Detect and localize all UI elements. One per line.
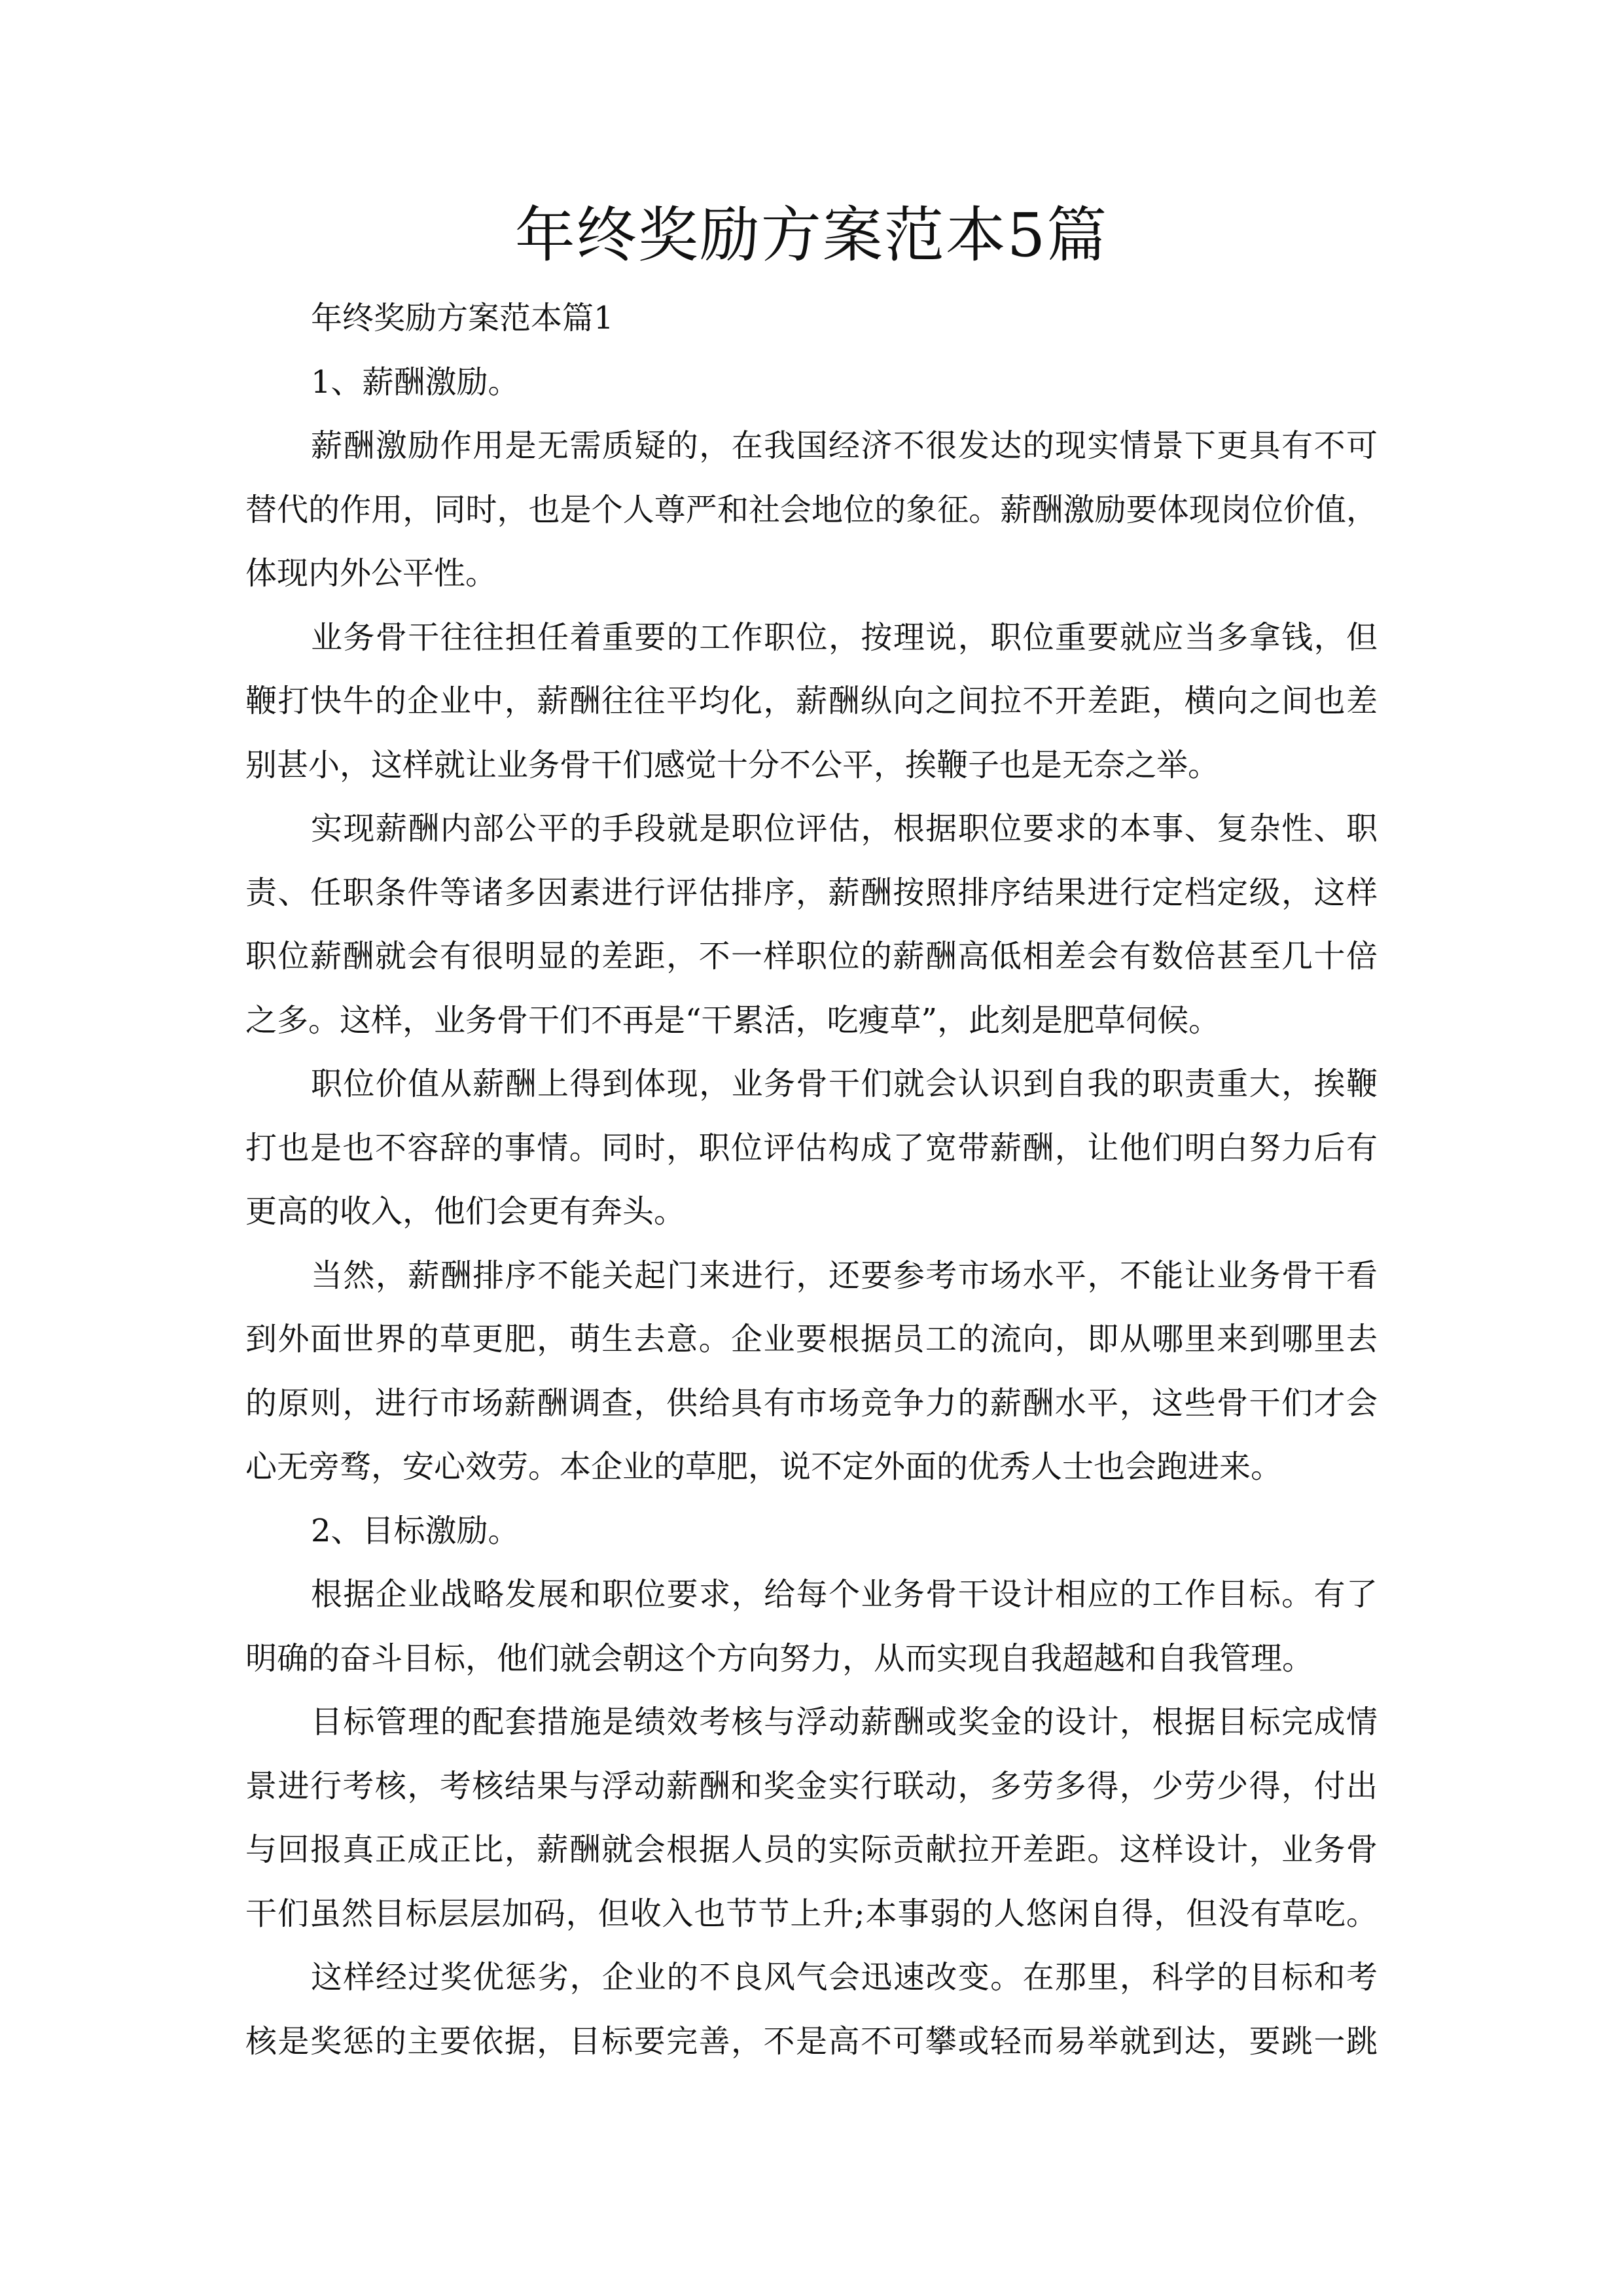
paragraph [245, 1052, 1378, 1244]
text-line: 更高的收入，他们会更有奔头。 [245, 1193, 686, 1230]
paragraph [245, 1563, 1378, 1691]
text-line: 核是奖惩的主要依据，目标要完善，不是高不可攀或轻而易举就到达，要跳一跳 [245, 2022, 1378, 2060]
section-heading [245, 287, 1378, 351]
paragraph [245, 1691, 1378, 1946]
text-line: 体现内外公平性。 [245, 555, 497, 592]
text-line: 替代的作用，同时，也是个人尊严和社会地位的象征。薪酬激励要体现岗位价值， [245, 491, 1378, 528]
text-line: 干们虽然目标层层加码，但收入也节节上升;本事弱的人悠闲自得，但没有草吃。 [245, 1895, 1378, 1932]
paragraph-1-heading [245, 351, 1378, 415]
text-line: 2、目标激励。 [311, 1512, 520, 1549]
text-line: 职位价值从薪酬上得到体现，业务骨干们就会认识到自我的职责重大，挨鞭 [311, 1066, 1378, 1102]
text-line: 当然，薪酬排序不能关起门来进行，还要参考市场水平，不能让业务骨干看 [311, 1257, 1378, 1294]
text-line: 目标管理的配套措施是绩效考核与浮动薪酬或奖金的设计，根据目标完成情 [311, 1704, 1378, 1740]
paragraph [245, 414, 1378, 606]
text-line: 的原则，进行市场薪酬调查，供给具有市场竞争力的薪酬水平，这些骨干们才会 [245, 1384, 1378, 1422]
text-line: 责、任职条件等诸多因素进行评估排序，薪酬按照排序结果进行定档定级，这样 [245, 874, 1378, 911]
paragraph [245, 606, 1378, 798]
paragraph-2-heading [245, 1499, 1378, 1564]
text-line: 与回报真正成正比，薪酬就会根据人员的实际贡献拉开差距。这样设计，业务骨 [245, 1831, 1378, 1868]
paragraph [245, 1946, 1378, 2073]
text-line: 这样经过奖优惩劣，企业的不良风气会迅速改变。在那里，科学的目标和考 [311, 1959, 1378, 1996]
document-body [245, 287, 1378, 2073]
text-line: 别甚小，这样就让业务骨干们感觉十分不公平，挨鞭子也是无奈之举。 [245, 746, 1220, 783]
text-line: 到外面世界的草更肥，萌生去意。企业要根据员工的流向，即从哪里来到哪里去 [245, 1321, 1378, 1357]
document-title: 年终奖励方案范本5篇 [514, 200, 1109, 270]
text-line: 之多。这样，业务骨干们不再是“干累活，吃瘦草”，此刻是肥草伺候。 [245, 1001, 1221, 1039]
text-line: 明确的奋斗目标，他们就会朝这个方向努力，从而实现自我超越和自我管理。 [245, 1640, 1314, 1677]
text-line: 职位薪酬就会有很明显的差距，不一样职位的薪酬高低相差会有数倍甚至几十倍 [245, 938, 1378, 975]
text-line: 根据企业战略发展和职位要求，给每个业务骨干设计相应的工作目标。有了 [311, 1576, 1378, 1613]
text-line: 鞭打快牛的企业中，薪酬往往平均化，薪酬纵向之间拉不开差距，横向之间也差 [245, 683, 1378, 719]
paragraph [245, 797, 1378, 1052]
text-line: 业务骨干往往担任着重要的工作职位，按理说，职位重要就应当多拿钱，但 [311, 619, 1378, 656]
text-line: 1、薪酬激励。 [311, 363, 520, 401]
text-line: 心无旁骛，安心效劳。本企业的草肥，说不定外面的优秀人士也会跑进来。 [245, 1448, 1283, 1485]
text-line: 实现薪酬内部公平的手段就是职位评估，根据职位要求的本事、复杂性、职 [311, 810, 1378, 847]
text-line: 打也是也不容辞的事情。同时，职位评估构成了宽带薪酬，让他们明白努力后有 [245, 1129, 1378, 1166]
text-line: 年终奖励方案范本篇1 [311, 300, 614, 336]
paragraph [245, 1244, 1378, 1499]
text-line: 景进行考核，考核结果与浮动薪酬和奖金实行联动，多劳多得，少劳少得，付出 [245, 1767, 1378, 1804]
text-line: 薪酬激励作用是无需质疑的，在我国经济不很发达的现实情景下更具有不可 [311, 427, 1378, 464]
